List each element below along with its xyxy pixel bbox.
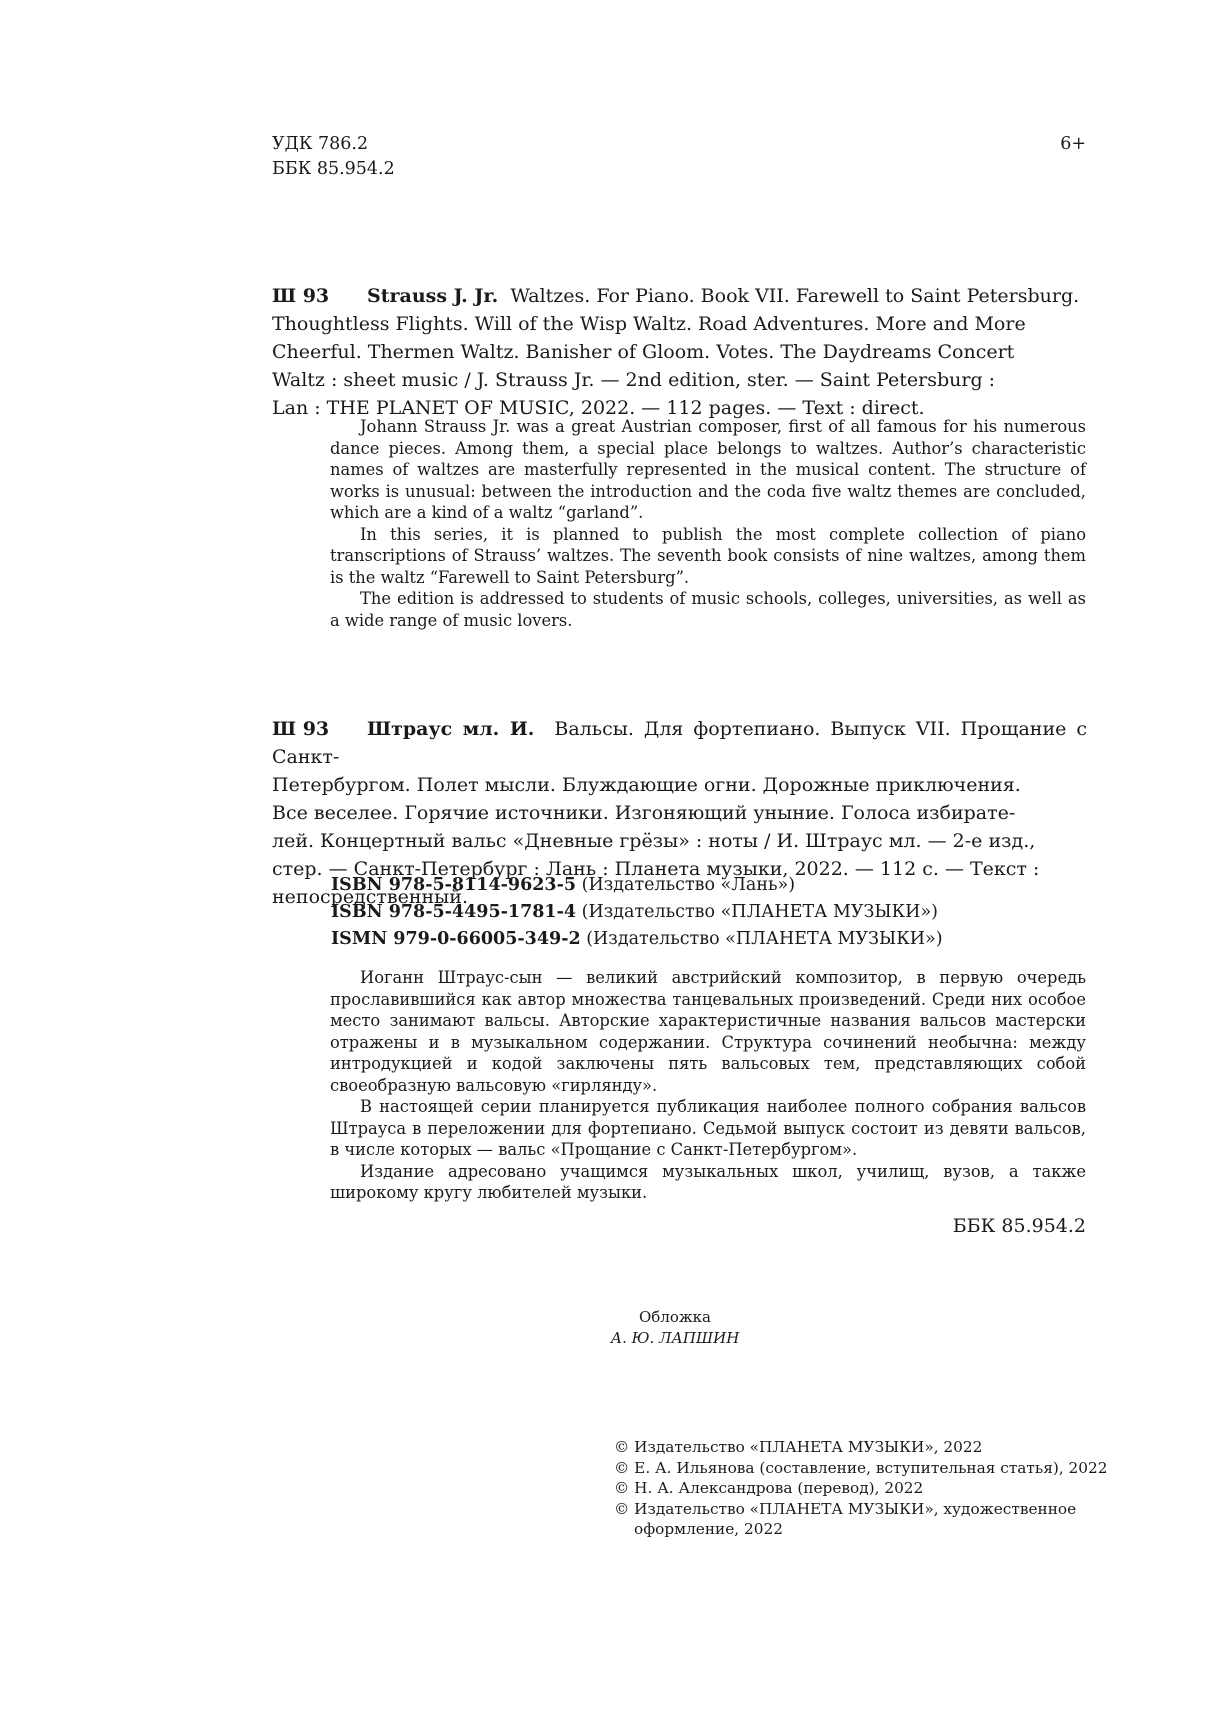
entry-line: Waltz : sheet music / J. Strauss Jr. — 2nd edition, ster. — Saint Petersburg :	[272, 369, 996, 391]
copyright-block	[614, 1437, 1108, 1540]
entry-line: Cheerful. Thermen Waltz. Banisher of Gloom. Votes. The Daydreams Concert	[272, 341, 1015, 363]
abstract-paragraph: In this series, it is planned to publish the most complete collection of piano transcriptions of Strauss’ waltzes. The seventh book consists of nine waltzes, among them is the waltz “Farewell to Saint Petersburg”.	[330, 524, 1086, 587]
entry-line: Все веселее. Горячие источники. Изгоняющий уныние. Голоса избирате-	[272, 802, 1016, 824]
identifier-row	[331, 899, 943, 926]
cover-label: Обложка	[638, 1308, 711, 1326]
copyright-line: © Издательство «ПЛАНЕТА МУЗЫКИ», художественное	[614, 1499, 1077, 1518]
isbn-code: ISBN 978-5-8114-9623-5	[331, 875, 577, 895]
english-entry	[272, 282, 1087, 422]
entry-line: Thoughtless Flights. Will of the Wisp Waltz. Road Adventures. More and More	[272, 313, 1026, 335]
entry-number: Ш 93	[272, 718, 330, 740]
abstract-paragraph: Издание адресовано учащимся музыкальных школ, училищ, вузов, а также широкому кругу любителей музыки.	[330, 1161, 1086, 1202]
bbk-code: ББК 85.954.2	[272, 159, 395, 179]
isbn-code: ISBN 978-5-4495-1781-4	[331, 902, 577, 922]
bbk-footer-code: ББК 85.954.2	[952, 1215, 1086, 1237]
english-abstract	[330, 416, 1086, 631]
entry-line: Lan : THE PLANET OF MUSIC, 2022. — 112 pages. — Text : direct.	[272, 397, 925, 419]
identifier-row	[331, 872, 943, 899]
abstract-paragraph: The edition is addressed to students of music schools, colleges, universities, as well as a wide range of music lovers.	[330, 589, 1086, 630]
entry-line: Штраус мл. И. Вальсы. Для фортепиано. Выпуск VII. Прощание с Санкт-	[272, 718, 1087, 768]
copyright-line: оформление, 2022	[634, 1520, 783, 1538]
ismn-code: ISMN 979-0-66005-349-2	[331, 929, 581, 949]
isbn-publisher: (Издательство «ПЛАНЕТА МУЗЫКИ»)	[581, 902, 938, 922]
entry-line: лей. Концертный вальс «Дневные грёзы» : ноты / И. Штраус мл. — 2-е изд.,	[272, 830, 1036, 852]
entry-author: Штраус мл. И.	[367, 718, 535, 740]
isbn-publisher: (Издательство «Лань»)	[581, 875, 796, 895]
entry-line: Strauss J. Jr. Waltzes. For Piano. Book VII. Farewell to Saint Petersburg.	[367, 285, 1080, 307]
entry-number: Ш 93	[272, 285, 330, 307]
udk-code: УДК 786.2	[272, 134, 369, 154]
russian-abstract	[330, 967, 1086, 1204]
abstract-paragraph: Иоганн Штраус-сын — великий австрийский композитор, в первую очередь прославившийся как автор множества танцевальных произведений. Среди них особое место занимают вальсы. Авторские характеристичные названия вальсов мастерски отражены и в музыкальном содержании. Структура сочинений необычна: между интродукцией и кодой заключены пять вальсовых тем, представляющих собой своеобразную вальсовую «гирлянду».	[330, 968, 1086, 1095]
abstract-paragraph: Johann Strauss Jr. was a great Austrian composer, first of all famous for his numerous dance pieces. Among them, a special place belongs to waltzes. Author’s characteristic names of waltzes are masterfully represented in the musical content. The structure of works is unusual: between the introduction and the coda five waltz themes are concluded, which are a kind of a waltz “garland”.	[330, 417, 1086, 522]
identifier-row	[331, 926, 943, 953]
abstract-paragraph: В настоящей серии планируется публикация наиболее полного собрания вальсов Штрауса в переложении для фортепиано. Седьмой выпуск состоит из девяти вальсов, в числе которых — вальс «Прощание с Санкт-Петербургом».	[330, 1097, 1086, 1159]
entry-line: непосредственный.	[272, 886, 469, 908]
cover-artist: А. Ю. ЛАПШИН	[610, 1329, 740, 1347]
age-rating: 6+	[1060, 134, 1086, 154]
identifier-list	[331, 872, 943, 953]
cover-credit	[600, 1307, 750, 1349]
entry-line: стер. — Санкт-Петербург : Лань : Планета музыки, 2022. — 112 с. — Текст :	[272, 858, 1040, 880]
classification-codes	[272, 132, 395, 182]
ismn-publisher: (Издательство «ПЛАНЕТА МУЗЫКИ»)	[586, 929, 943, 949]
entry-author: Strauss J. Jr.	[367, 285, 499, 307]
copyright-line: © Н. А. Александрова (перевод), 2022	[614, 1479, 924, 1497]
entry-line: Петербургом. Полет мысли. Блуждающие огни. Дорожные приключения.	[272, 774, 1021, 796]
copyright-line: © Издательство «ПЛАНЕТА МУЗЫКИ», 2022	[614, 1438, 983, 1456]
copyright-line: © Е. А. Ильянова (составление, вступительная статья), 2022	[614, 1458, 1108, 1477]
